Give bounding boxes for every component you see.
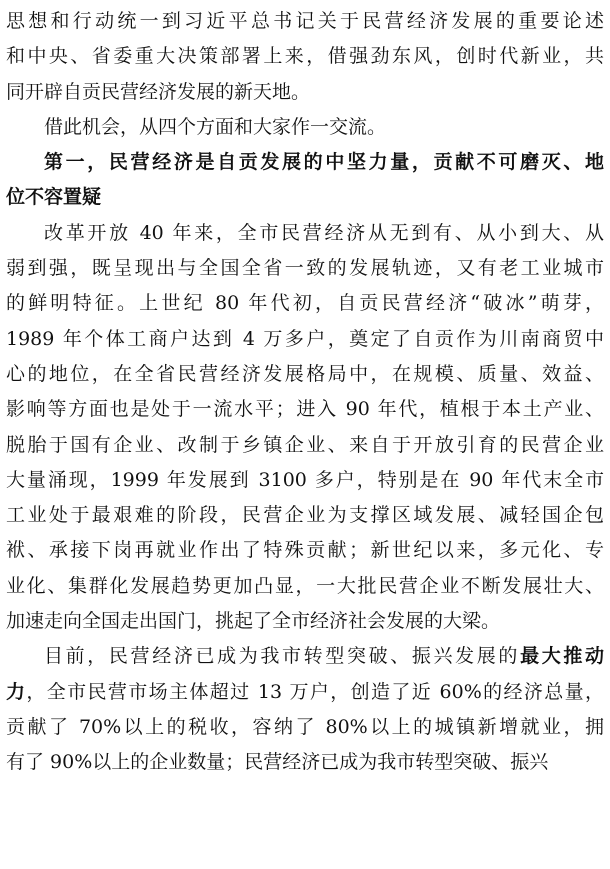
text-run: 工业处于最艰难的阶段，民营企业为支撑区域发展、减轻国企包 <box>6 504 604 527</box>
text-run: 大量涌现，1999 年发展到 3100 多户，特别是在 90 年代末全市 <box>6 468 604 491</box>
text-run: 1989 年个体工商户达到 4 万多户，奠定了自贡作为川南商贸中 <box>6 327 604 350</box>
text-line <box>6 251 604 286</box>
text-line <box>6 145 604 180</box>
text-line <box>6 286 604 321</box>
text-run: 思想和行动统一到习近平总书记关于民营经济发展的重要论述 <box>6 10 604 32</box>
text-run: 脱胎于国有企业、改制于乡镇企业、来自于开放引育的民营企业 <box>6 433 604 456</box>
text-run: 弱到强，既呈现出与全国全省一致的发展轨迹，又有老工业城市 <box>6 257 604 280</box>
text-run: 袱、承接下岗再就业作出了特殊贡献；新世纪以来，多元化、专 <box>6 539 604 562</box>
paragraph <box>6 216 604 640</box>
text-line <box>6 428 604 463</box>
text-run: 同开辟自贡民营经济发展的新天地。 <box>6 80 311 103</box>
text-line <box>6 110 604 145</box>
paragraph <box>6 639 604 780</box>
text-line <box>6 604 604 639</box>
text-line <box>6 639 604 674</box>
text-line <box>6 533 604 568</box>
text-run: 影响等方面也是处于一流水平；进入 90 年代，植根于本土产业、 <box>6 398 604 421</box>
text-run: 改革开放 40 年来，全市民营经济从无到有、从小到大、从 <box>44 221 604 244</box>
text-run: 有了 90%以上的企业数量；民营经济已成为我市转型突破、振兴 <box>6 751 549 774</box>
text-line <box>6 745 604 780</box>
text-run: 贡献了 70%以上的税收，容纳了 80%以上的城镇新增就业，拥 <box>6 715 604 738</box>
text-run: ，全市民营市场主体超过 13 万户，创造了近 60%的经济总量， <box>26 680 604 703</box>
bold-text: 第一，民营经济是自贡发展的中坚力量，贡献不可磨灭、地 <box>44 151 604 174</box>
text-line <box>6 39 604 74</box>
text-run: 的鲜明特征。上世纪 80 年代初，自贡民营经济“破冰”萌芽， <box>6 292 604 315</box>
text-line <box>6 710 604 745</box>
bold-text: 最大推动 <box>520 645 604 668</box>
text-line <box>6 216 604 251</box>
text-run: 借此机会，从四个方面和大家作一交流。 <box>44 115 387 138</box>
text-line <box>6 498 604 533</box>
paragraph <box>6 110 604 145</box>
text-line <box>6 322 604 357</box>
text-line <box>6 675 604 710</box>
text-line <box>6 180 604 215</box>
paragraph <box>6 4 604 110</box>
text-line <box>6 75 604 110</box>
bold-text: 位不容置疑 <box>6 186 102 209</box>
text-run: 业化、集群化发展趋势更加凸显，一大批民营企业不断发展壮大、 <box>6 574 604 597</box>
text-line <box>6 4 604 39</box>
text-line <box>6 463 604 498</box>
text-run: 目前，民营经济已成为我市转型突破、振兴发展的 <box>44 645 521 668</box>
bold-text: 力 <box>6 680 27 703</box>
text-run: 和中央、省委重大决策部署上来，借强劲东风，创时代新业，共 <box>6 45 604 68</box>
paragraph <box>6 145 604 216</box>
text-line <box>6 569 604 604</box>
text-run: 加速走向全国走出国门，挑起了全市经济社会发展的大梁。 <box>6 610 501 633</box>
text-line <box>6 357 604 392</box>
text-line <box>6 392 604 427</box>
text-run: 心的地位，在全省民营经济发展格局中，在规模、质量、效益、 <box>6 362 604 385</box>
